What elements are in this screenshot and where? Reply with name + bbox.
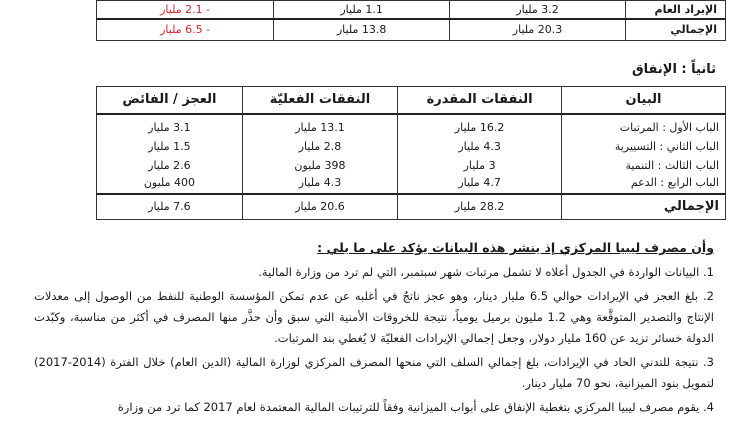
deficit-cell: 400 مليون <box>97 175 243 194</box>
chapter-cell: الباب الرابع : الدعم <box>562 175 726 194</box>
row-label: الإيراد العام <box>626 1 726 19</box>
table-row <box>97 137 726 156</box>
table-row <box>97 156 726 175</box>
planned-cell: 16.2 مليار <box>398 114 562 137</box>
actual-cell: 13.1 مليار <box>242 114 397 137</box>
deficit-cell: 2.6 مليار <box>97 156 243 175</box>
column-header: البيان <box>562 87 726 114</box>
planned-cell: 4.7 مليار <box>398 175 562 194</box>
actual-cell: 2.8 مليار <box>242 137 397 156</box>
planned-cell: 3.2 مليار <box>450 1 626 19</box>
note-item: 3. نتيجة للتدني الحاد في الإيرادات، بلغ إجمالي السلف التي منحها المصرف المركزي لوزارة المالية (الدين العام) خلال الفترة (2014-2017) لتمويل بنود الميزانية، نحو 70 مليار دينار. <box>34 355 714 390</box>
chapter-cell: الباب الثاني : التسييرية <box>562 137 726 156</box>
notes-list <box>34 262 714 421</box>
section-heading: ثانياً : الإنفاق <box>632 62 716 77</box>
total-label: الإجمالي <box>562 194 726 220</box>
planned-cell: 20.3 مليار <box>450 19 626 41</box>
actual-cell: 1.1 مليار <box>274 1 450 19</box>
revenue-table <box>96 0 726 41</box>
chapter-cell: الباب الأول : المرتبات <box>562 114 726 137</box>
table-total-row <box>97 194 726 220</box>
table-row <box>97 1 726 19</box>
column-header: النفقات المقدرة <box>398 87 562 114</box>
actual-cell: 4.3 مليار <box>242 175 397 194</box>
intro-statement: وأن مصرف ليبيا المركزي إذ ينشر هذه البيانات يؤكد على ما يلي : <box>317 240 714 255</box>
actual-cell: 13.8 مليار <box>274 19 450 41</box>
deficit-cell: - 6.5 مليار <box>97 19 274 41</box>
table-header-row <box>97 87 726 114</box>
spending-table <box>96 86 726 220</box>
actual-cell: 398 مليون <box>242 156 397 175</box>
note-item: 1. البيانات الواردة في الجدول أعلاه لا تشمل مرتبات شهر سبتمبر، التي لم ترد من وزارة المالية. <box>258 265 714 279</box>
planned-cell: 4.3 مليار <box>398 137 562 156</box>
column-header: النفقات الفعليّة <box>242 87 397 114</box>
note-item: 2. بلغ العجز في الإيرادات حوالي 6.5 مليار دينار، وهو عجز ناتجٌ في أغلبه عن عدم تمكن المؤسسة الوطنية للنفط من الوصول إلى معدلات الإنتاج والتصدير المتوقَّعة وهي 1.2 مليون برميل يومياً، نتيجة للخروقات الأمنية التي سبق وأن حذَّر منها المصرف في أكثر من مناسبة، وكبّدت الدولة خسائر تزيد عن 160 مليار دولار، وجعل إجمالي الإيرادات الفعليّة لا يُغطي بند المرتبات. <box>34 289 714 345</box>
chapter-cell: الباب الثالث : التنمية <box>562 156 726 175</box>
planned-cell: 28.2 مليار <box>398 194 562 220</box>
row-label: الإجمالي <box>626 19 726 41</box>
table-row <box>97 19 726 41</box>
deficit-cell: 3.1 مليار <box>97 114 243 137</box>
column-header: العجز / الفائض <box>97 87 243 114</box>
note-item: 4. يقوم مصرف ليبيا المركزي بتغطية الإنفاق على أبواب الميزانية وفقاً للترتيبات المالية المعتمدة لعام 2017 كما ترد من وزارة <box>117 400 714 414</box>
deficit-cell: - 2.1 مليار <box>97 1 274 19</box>
deficit-cell: 1.5 مليار <box>97 137 243 156</box>
table-row <box>97 175 726 194</box>
deficit-cell: 7.6 مليار <box>97 194 243 220</box>
planned-cell: 3 مليار <box>398 156 562 175</box>
actual-cell: 20.6 مليار <box>242 194 397 220</box>
table-row <box>97 114 726 137</box>
